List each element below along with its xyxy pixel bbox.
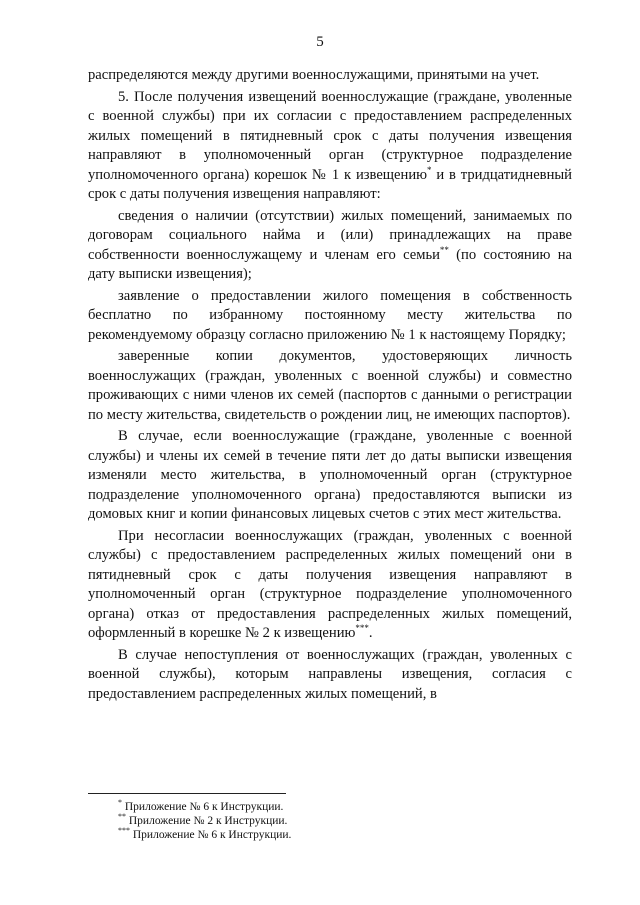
paragraph-residence-change: В случае, если военнослужащие (граждане, уволенные с военной службы) и члены их семей в течение пяти лет до даты выписки извещения изменяли место жительства, в уполномоченный орган (структурное подразделение уполномоченного органа) предоставляются выписки из домовых книг и копии финансовых лицевых счетов с этих мест жительства. (88, 428, 572, 522)
footnote-1: * Приложение № 6 к Инструкции. (118, 798, 284, 813)
page-number: 5 (316, 34, 324, 50)
footnote-ref-3: *** (355, 623, 369, 634)
footnote-ref-2: ** (439, 244, 449, 255)
body-text (88, 66, 572, 704)
footnote-3: *** Приложение № 6 к Инструкции. (118, 826, 292, 841)
paragraph-housing-info: сведения о наличии (отсутствии) жилых помещений, занимаемых по договорам социального найма и (или) принадлежащих на праве собственности военнослужащему и членам его семьи** (по состоянию на дату выписки извещения); (88, 207, 572, 282)
paragraph-item-5: 5. После получения извещений военнослужащие (граждане, уволенные с военной службы) при их согласии с предоставлением распределенных жилых помещений в пятидневный срок с даты получения извещения направляют в уполномоченный орган (структурное подразделение уполномоченного органа) корешок № 1 к извещению* и в тридцатидневный срок с даты получения извещения направляют: (88, 88, 572, 202)
paragraph-application: заявление о предоставлении жилого помещения в собственность бесплатно по избранному постоянному месту жительства по рекомендуемому образцу согласно приложению № 1 к настоящему Порядку; (88, 287, 572, 343)
paragraph-continuation: распределяются между другими военнослужащими, принятыми на учет. (88, 67, 540, 83)
paragraph-document-copies: заверенные копии документов, удостоверяющих личность военнослужащих (граждан, уволенных с военной службы) и совместно проживающих с ними членов их семей (паспортов с данными о регистрации по месту жительства, свидетельств о рождении лиц, не имеющих паспортов). (88, 348, 572, 423)
footnotes (118, 800, 291, 842)
paragraph-non-receipt: В случае непоступления от военнослужащих (граждан, уволенных с военной службы), которым направлены извещения, согласия с предоставлением распределенных жилых помещений, в (88, 646, 572, 702)
footnote-divider (88, 793, 286, 794)
footnote-ref-1: * (427, 164, 432, 175)
paragraph-disagreement: При несогласии военнослужащих (граждан, уволенных с военной службы) с предоставлением распределенных жилых помещений они в пятидневный срок с даты получения извещения направляют в уполномоченный орган (структурное подразделение уполномоченного органа) отказ от предоставления распределенных жилых помещений, оформленный в корешке № 2 к извещению***. (88, 527, 572, 641)
footnote-2: ** Приложение № 2 к Инструкции. (118, 812, 288, 827)
